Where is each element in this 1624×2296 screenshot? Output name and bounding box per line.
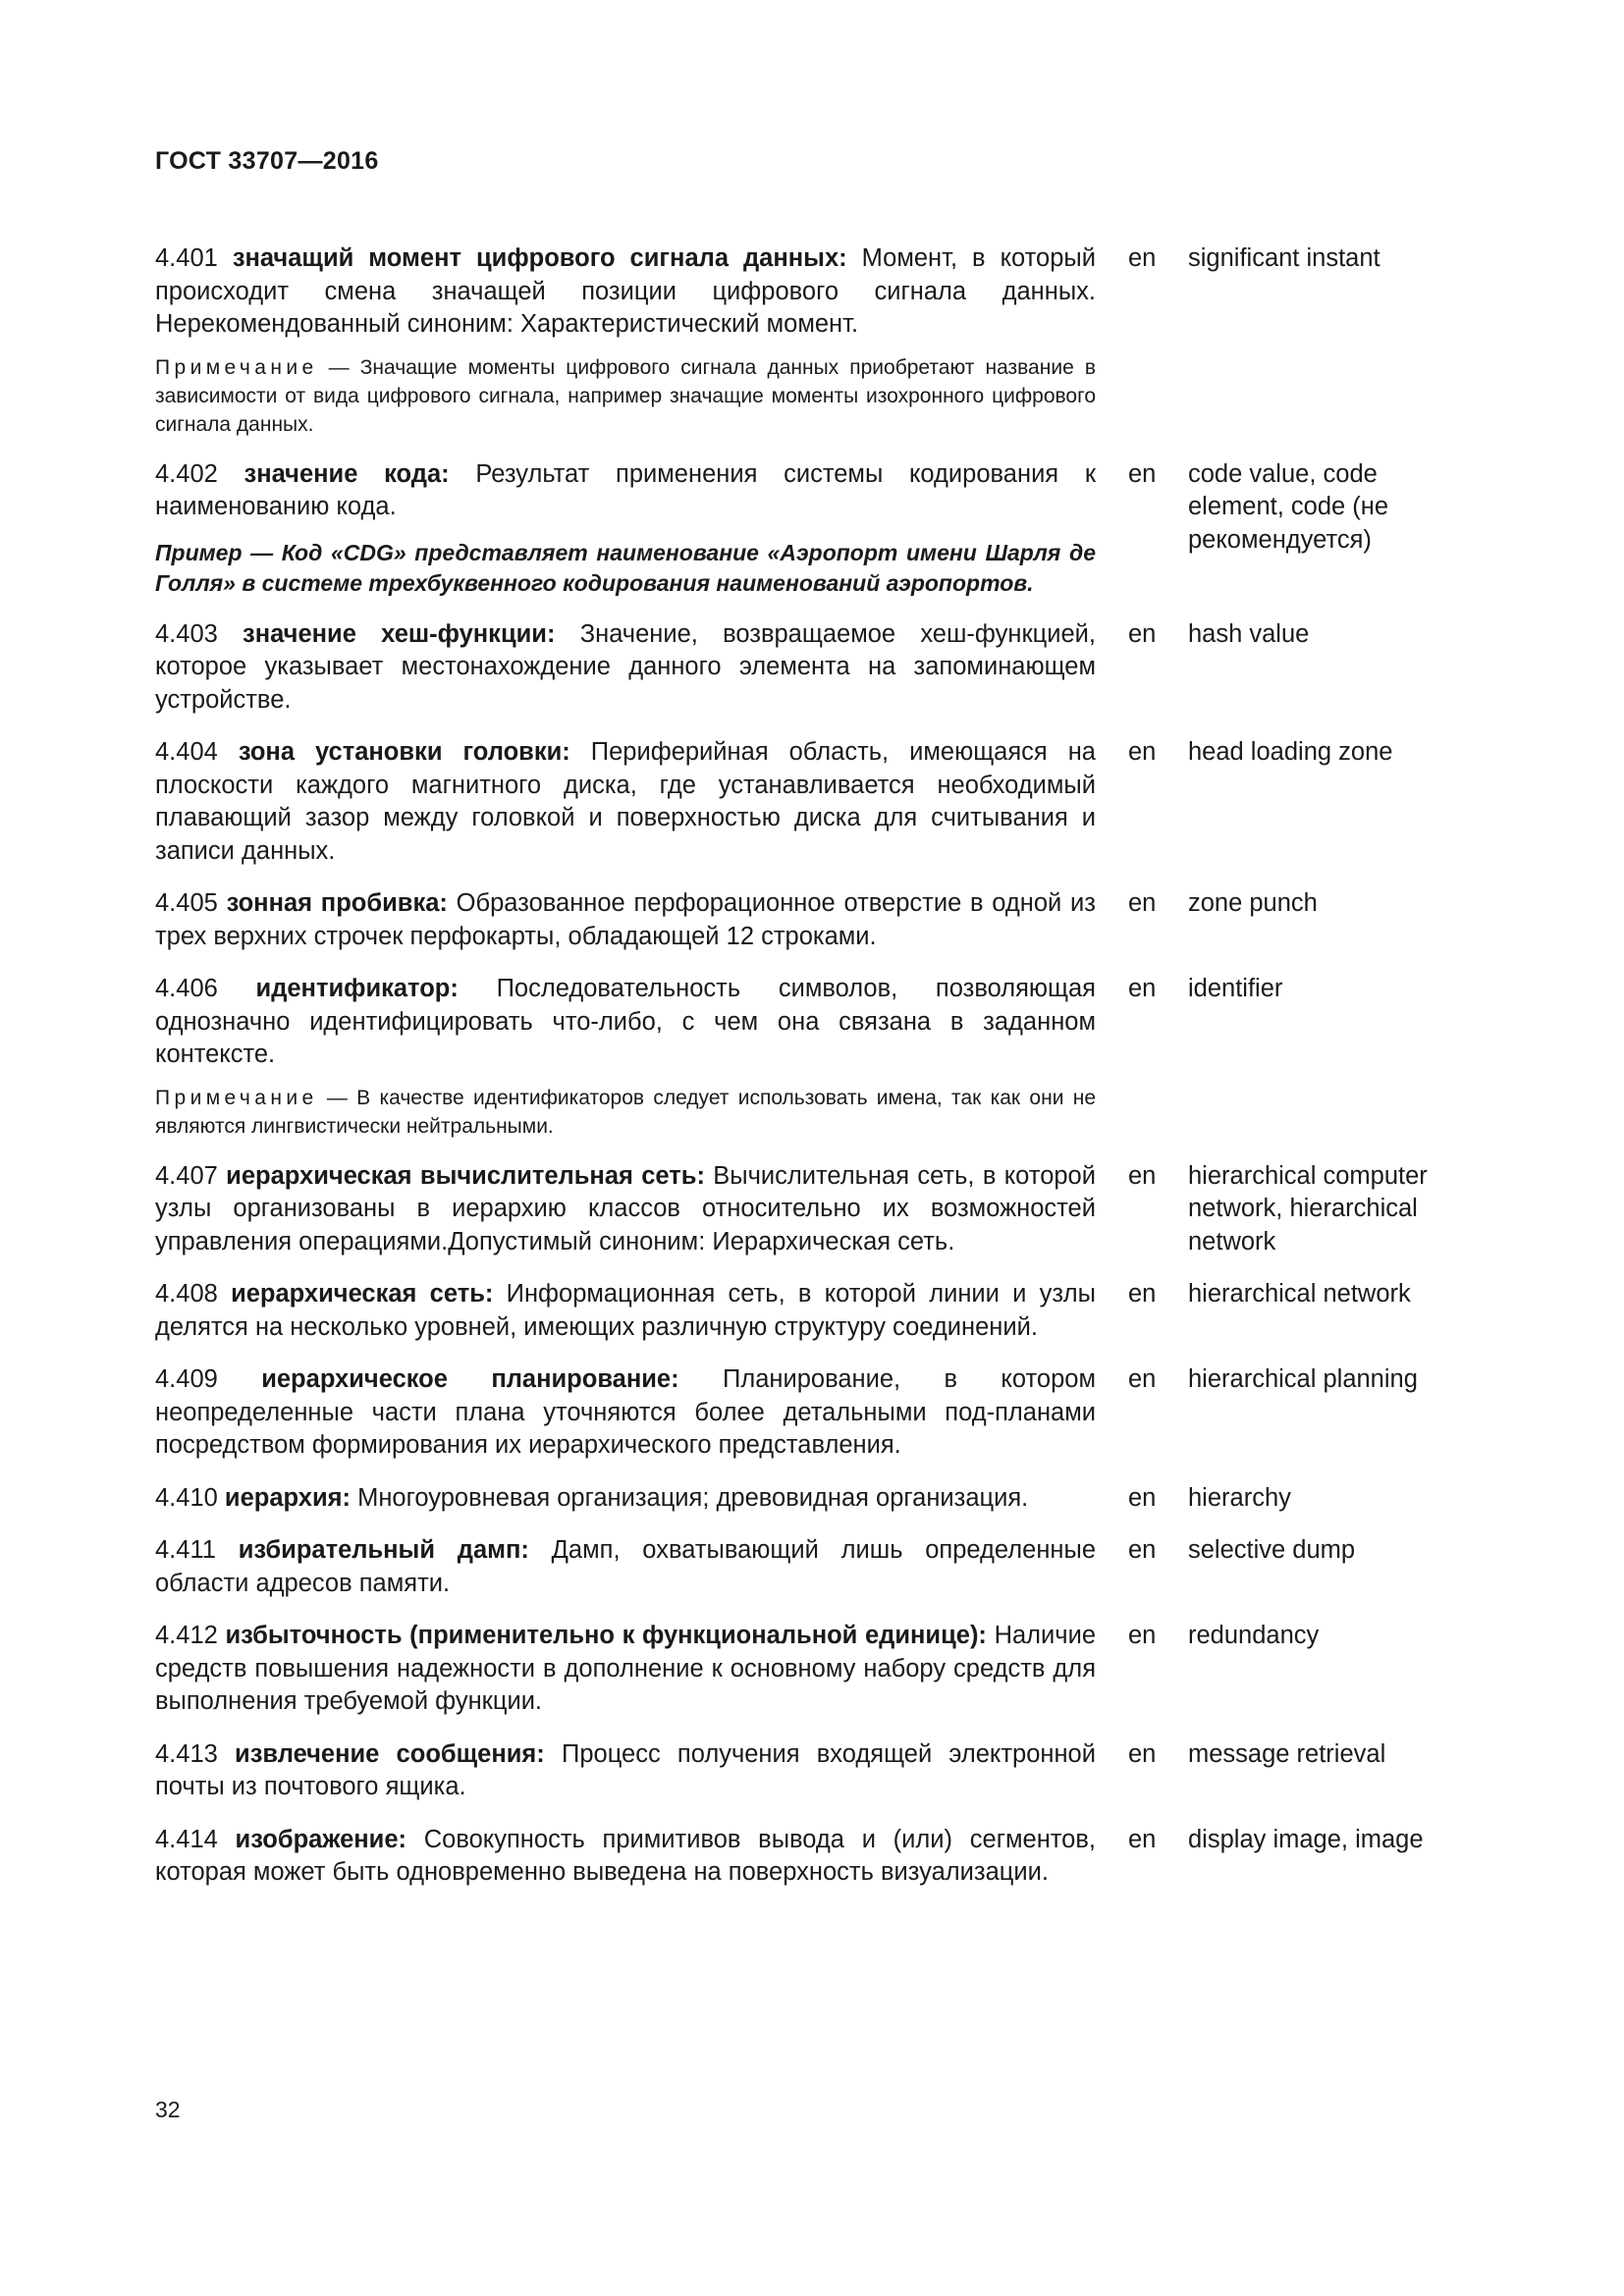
term-entry xyxy=(155,887,1471,953)
entry-text xyxy=(155,1363,1096,1463)
entry-text xyxy=(155,1278,1096,1344)
english-term: redundancy xyxy=(1188,1622,1320,1649)
language-code: en xyxy=(1128,619,1157,648)
english-term: hierarchical planning xyxy=(1188,1365,1418,1393)
term-number: 4.401 xyxy=(155,244,218,272)
english-term: hierarchical network xyxy=(1188,1280,1411,1308)
language-code: en xyxy=(1128,1622,1157,1649)
term-number: 4.405 xyxy=(155,889,218,917)
term-entry xyxy=(155,618,1471,718)
term-entry xyxy=(155,242,1471,439)
term-entry xyxy=(155,1738,1471,1804)
language-code: en xyxy=(1128,459,1157,488)
english-term: significant instant xyxy=(1188,244,1380,272)
english-term: code value, code element, code (не рекомендуется) xyxy=(1188,459,1389,554)
entry-text xyxy=(155,458,1096,524)
term-name: избирательный дамп: xyxy=(238,1536,529,1564)
term-number: 4.411 xyxy=(155,1536,216,1564)
language-code: en xyxy=(1128,1280,1157,1308)
term-number: 4.404 xyxy=(155,738,218,766)
term-entry xyxy=(155,458,1471,599)
entry-text xyxy=(155,1824,1096,1890)
term-number: 4.410 xyxy=(155,1483,218,1512)
term-definition: Дамп, охватывающий лишь определенные области адресов памяти. xyxy=(155,1536,1096,1597)
language-code: en xyxy=(1128,1739,1157,1768)
term-name: значащий момент цифрового сигнала данных: xyxy=(232,244,847,272)
term-definition: Момент, в который происходит смена значащей позиции цифрового сигнала данных. Нерекомендованный синоним: Характеристический момент. xyxy=(155,244,1096,338)
term-number: 4.407 xyxy=(155,1161,218,1190)
document-header: ГОСТ 33707—2016 xyxy=(155,147,379,175)
english-term: message retrieval xyxy=(1188,1739,1386,1768)
term-definition: Планирование, в котором неопределенные части плана уточняются более детальными под-планами посредством формирования их иерархического представления. xyxy=(155,1365,1096,1459)
example: Пример — Код «CDG» представляет наименование «Аэропорт имени Шарля де Голля» в системе трехбуквенного кодирования наименований аэропортов. xyxy=(155,539,1096,596)
entry-text xyxy=(155,242,1096,342)
entry-text xyxy=(155,1534,1096,1600)
term-name: значение кода: xyxy=(244,459,450,488)
page-number: 32 xyxy=(155,2097,181,2122)
term-number: 4.414 xyxy=(155,1825,218,1853)
term-name: зонная пробивка: xyxy=(226,889,448,917)
entry-text xyxy=(155,736,1096,868)
term-definition: Последовательность символов, позволяющая однозначно идентифицировать что-либо, с чем она связана в заданном контексте. xyxy=(155,975,1096,1068)
term-number: 4.409 xyxy=(155,1365,218,1393)
term-definition: Вычислительная сеть, в которой узлы организованы в иерархию классов относительно их возможностей управления операциями.Допустимый синоним: Иерархическая сеть. xyxy=(155,1161,1096,1255)
term-number: 4.406 xyxy=(155,975,218,1002)
language-code: en xyxy=(1128,244,1157,272)
entry-text xyxy=(155,618,1096,718)
note-label: Примечание xyxy=(155,1086,318,1109)
term-entry xyxy=(155,1278,1471,1344)
term-definition: Многоуровневая организация; древовидная организация. xyxy=(357,1483,1029,1512)
term-name: иерархическая сеть: xyxy=(231,1280,494,1308)
english-term: hierarchy xyxy=(1188,1483,1291,1512)
entry-text xyxy=(155,1482,1096,1516)
term-entry xyxy=(155,1160,1471,1259)
english-term: hash value xyxy=(1188,619,1310,648)
term-entry xyxy=(155,1363,1471,1463)
term-name: идентификатор: xyxy=(255,975,459,1002)
term-entry xyxy=(155,973,1471,1141)
term-name: изображение: xyxy=(235,1825,407,1853)
term-number: 4.413 xyxy=(155,1739,218,1768)
language-code: en xyxy=(1128,1483,1157,1512)
term-name: избыточность (применительно к функциональной единице): xyxy=(225,1622,987,1649)
term-definition: Информационная сеть, в которой линии и узлы делятся на несколько уровней, имеющих различную структуру соединений. xyxy=(155,1280,1096,1341)
entry-text xyxy=(155,1738,1096,1804)
term-entry xyxy=(155,1482,1471,1516)
term-number: 4.408 xyxy=(155,1280,218,1308)
term-definition: Процесс получения входящей электронной почты из почтового ящика. xyxy=(155,1739,1096,1800)
english-term: identifier xyxy=(1188,975,1283,1002)
term-entry xyxy=(155,736,1471,868)
language-code: en xyxy=(1128,1365,1157,1393)
term-definition: Образованное перфорационное отверстие в одной из трех верхних строчек перфокарты, обладающей 12 строками. xyxy=(155,889,1096,950)
english-term: head loading zone xyxy=(1188,738,1393,766)
term-entry xyxy=(155,1534,1471,1600)
term-number: 4.412 xyxy=(155,1622,218,1649)
language-code: en xyxy=(1128,1536,1157,1564)
term-definition: Результат применения системы кодирования к наименованию кода. xyxy=(155,459,1096,520)
note-text: — Значащие моменты цифрового сигнала данных приобретают название в зависимости от вида цифрового сигнала, например значащие моменты изохронного цифрового сигнала данных. xyxy=(155,355,1096,436)
term-list xyxy=(155,242,1471,1909)
term-definition: Значение, возвращаемое хеш-функцией, которое указывает местонахождение данного элемента на запоминающем устройстве. xyxy=(155,619,1096,714)
term-number: 4.402 xyxy=(155,459,218,488)
term-name: извлечение сообщения: xyxy=(235,1739,545,1768)
term-definition: Периферийная область, имеющаяся на плоскости каждого магнитного диска, где устанавливается необходимый плавающий зазор между головкой и поверхностью диска для считывания и записи данных. xyxy=(155,738,1096,865)
entry-text xyxy=(155,887,1096,953)
note xyxy=(155,1084,1096,1141)
language-code: en xyxy=(1128,889,1157,917)
english-term: hierarchical computer network, hierarchical network xyxy=(1188,1161,1428,1255)
entry-text xyxy=(155,1160,1096,1259)
note-label: Примечание xyxy=(155,355,318,379)
term-definition: Совокупность примитивов вывода и (или) сегментов, которая может быть одновременно выведена на поверхность визуализации. xyxy=(155,1825,1096,1886)
language-code: en xyxy=(1128,975,1157,1002)
english-term: selective dump xyxy=(1188,1536,1356,1564)
language-code: en xyxy=(1128,738,1157,766)
term-name: значение хеш-функции: xyxy=(243,619,556,648)
language-code: en xyxy=(1128,1161,1157,1190)
term-name: иерархия: xyxy=(224,1483,351,1512)
term-name: иерархическое планирование: xyxy=(261,1365,679,1393)
term-definition: Наличие средств повышения надежности в дополнение к основному набору средств для выполнения требуемой функции. xyxy=(155,1622,1096,1715)
term-name: зона установки головки: xyxy=(238,738,570,766)
term-number: 4.403 xyxy=(155,619,218,648)
entry-text xyxy=(155,973,1096,1072)
english-term: display image, image xyxy=(1188,1825,1424,1853)
english-term: zone punch xyxy=(1188,889,1318,917)
entry-text xyxy=(155,1620,1096,1719)
term-entry xyxy=(155,1620,1471,1719)
language-code: en xyxy=(1128,1825,1157,1853)
term-entry xyxy=(155,1824,1471,1890)
note-text: — В качестве идентификаторов следует использовать имена, так как они не являются лингвистически нейтральными. xyxy=(155,1086,1096,1138)
term-name: иерархическая вычислительная сеть: xyxy=(226,1161,705,1190)
note xyxy=(155,353,1096,439)
